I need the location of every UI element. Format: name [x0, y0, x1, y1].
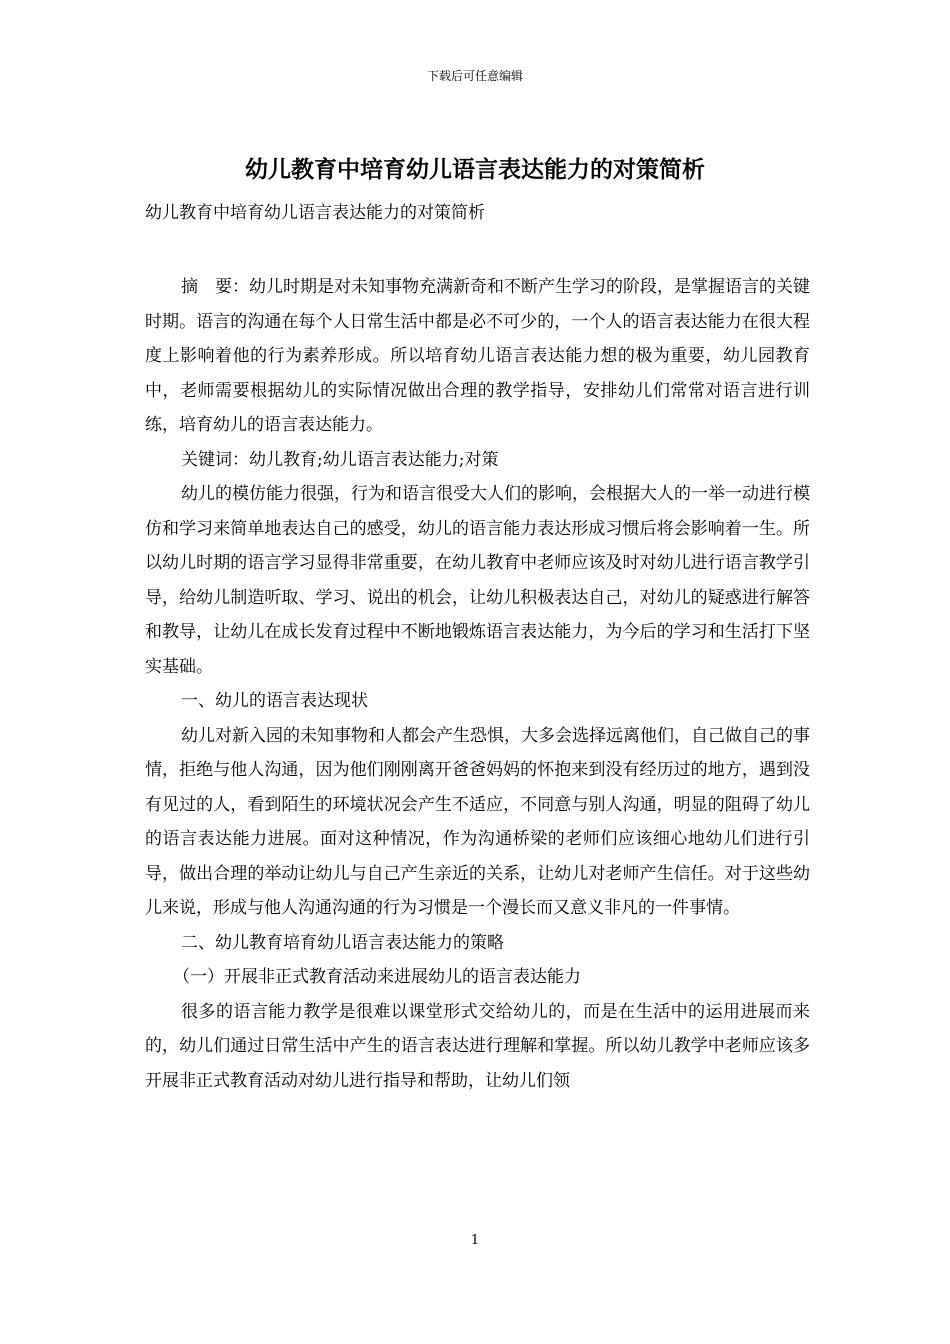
keywords-paragraph: 关键词：幼儿教育;幼儿语言表达能力;对策	[181, 449, 499, 470]
subsection-heading-1: （一）开展非正式教育活动来进展幼儿的语言表达能力	[173, 967, 581, 987]
document-subtitle: 幼儿教育中培育幼儿语言表达能力的对策简析	[145, 203, 485, 223]
document-body	[145, 270, 810, 1098]
section-heading-1: 一、幼儿的语言表达现状	[181, 691, 368, 711]
page-number: 1	[470, 1233, 480, 1248]
document-title: 幼儿教育中培育幼儿语言表达能力的对策简析	[245, 157, 705, 183]
subsection-1-paragraph: 很多的语言能力教学是很难以课堂形式交给幼儿的，而是在生活中的运用进展而来的，幼儿们通过日常生活中产生的语言表达进行理解和掌握。所以幼儿教学中老师应该多开展非正式教育活动对幼儿进行指导和帮助，让幼儿们领	[145, 1001, 810, 1091]
section-heading-2: 二、幼儿教育培育幼儿语言表达能力的策略	[181, 932, 504, 953]
section-1-paragraph: 幼儿对新入园的未知事物和人都会产生恐惧，大多会选择远离他们，自己做自己的事情，拒绝与他人沟通，因为他们刚刚离开爸爸妈妈的怀抱来到没有经历过的地方，遇到没有见过的人，看到陌生的环境状况会产生不适应，不同意与别人沟通，明显的阻碍了幼儿的语言表达能力进展。面对这种情况，作为沟通桥梁的老师们应该细心地幼儿们进行引导，做出合理的举动让幼儿与自己产生亲近的关系，让幼儿对老师产生信任。对于这些幼儿来说，形成与他人沟通沟通的行为习惯是一个漫长而又意义非凡的一件事情。	[145, 725, 810, 918]
page-header-note: 下载后可任意编辑	[426, 69, 523, 83]
abstract-paragraph: 摘 要：幼儿时期是对未知事物充满新奇和不断产生学习的阶段，是掌握语言的关键时期。语言的沟通在每个人日常生活中都是必不可少的，一个人的语言表达能力在很大程度上影响着他的行为素养形成。所以培育幼儿语言表达能力想的极为重要，幼儿园教育中，老师需要根据幼儿的实际情况做出合理的教学指导，安排幼儿们常常对语言进行训练，培育幼儿的语言表达能力。	[145, 277, 810, 435]
intro-paragraph: 幼儿的模仿能力很强，行为和语言很受大人们的影响，会根据大人的一举一动进行模仿和学习来简单地表达自己的感受，幼儿的语言能力表达形成习惯后将会影响着一生。所以幼儿时期的语言学习显得非常重要，在幼儿教育中老师应该及时对幼儿进行语言教学引导，给幼儿制造听取、学习、说出的机会，让幼儿积极表达自己，对幼儿的疑惑进行解答和教导，让幼儿在成长发育过程中不断地锻炼语言表达能力，为今后的学习和生活打下坚实基础。	[145, 484, 810, 677]
